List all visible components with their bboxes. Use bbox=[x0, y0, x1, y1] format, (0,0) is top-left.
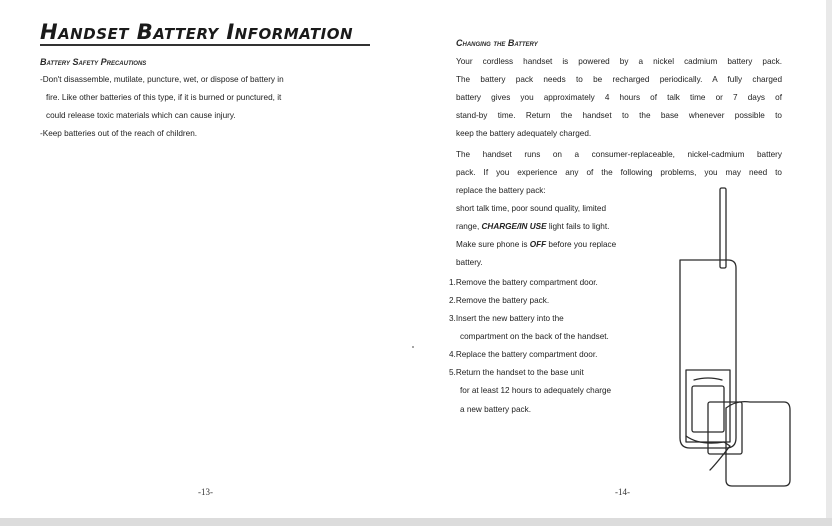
page-number: -14- bbox=[615, 487, 630, 497]
precaution-line: -Keep batteries out of the reach of children. bbox=[40, 129, 198, 138]
paragraph-line: The handset runs on a consumer-replaceable, nickel-cadmium battery bbox=[456, 150, 782, 159]
charge-in-use-label: CHARGE/IN USE bbox=[481, 222, 547, 231]
sure-tail: before you replace bbox=[546, 240, 617, 249]
antenna-icon bbox=[720, 188, 726, 268]
handset-battery-illustration bbox=[668, 180, 798, 490]
step-item: 3.Insert the new battery into the bbox=[449, 314, 564, 323]
off-label: OFF bbox=[529, 240, 547, 249]
paragraph-line: battery gives you approximately 4 hours of talk time or 7 days of bbox=[456, 93, 782, 102]
step-item: a new battery pack. bbox=[460, 405, 531, 414]
step-item: 4.Replace the battery compartment door. bbox=[449, 350, 598, 359]
precaution-line: could release toxic materials which can cause injury. bbox=[46, 111, 236, 120]
paragraph-line: The battery pack needs to be recharged periodically. A fully charged bbox=[456, 75, 782, 84]
battery-word: battery. bbox=[456, 258, 483, 267]
sure-text: Make sure phone is bbox=[456, 240, 530, 249]
paragraph-line: short talk time, poor sound quality, limited bbox=[456, 204, 607, 213]
step-item: 2.Remove the battery pack. bbox=[449, 296, 550, 305]
page-number: -13- bbox=[198, 487, 213, 497]
charge-in-use-line bbox=[456, 222, 609, 231]
left-page bbox=[0, 0, 415, 526]
range-tail: light fails to light. bbox=[546, 222, 610, 231]
page-title: Handset Battery Information bbox=[40, 20, 353, 44]
off-warning-line bbox=[456, 240, 616, 249]
section-title-battery-safety: Battery Safety Precautions bbox=[40, 57, 147, 67]
scan-speck bbox=[412, 346, 414, 348]
paragraph-line: replace the battery pack: bbox=[456, 186, 546, 195]
step-item: 5.Return the handset to the base unit bbox=[449, 368, 584, 377]
step-item: compartment on the back of the handset. bbox=[460, 332, 609, 341]
scan-bottom-edge bbox=[0, 518, 832, 526]
new-battery-pack-icon bbox=[708, 402, 742, 454]
paragraph-line: stand-by time. Return the handset to the base whenever possible to bbox=[456, 111, 782, 120]
paragraph-line: keep the battery adequately charged. bbox=[456, 129, 592, 138]
step-item: for at least 12 hours to adequately charge bbox=[460, 386, 612, 395]
page-edge bbox=[826, 0, 832, 526]
title-underline bbox=[40, 44, 370, 46]
precaution-line: fire. Like other batteries of this type, if it is burned or punctured, it bbox=[46, 93, 282, 102]
right-page bbox=[416, 0, 832, 526]
precaution-line: -Don't disassemble, mutilate, puncture, wet, or dispose of battery in bbox=[40, 75, 284, 84]
section-title-changing-battery: Changing the Battery bbox=[456, 38, 538, 48]
range-text: range, bbox=[456, 222, 482, 231]
paragraph-line: pack. If you experience any of the following problems, you may need to bbox=[456, 168, 782, 177]
paragraph-line: Your cordless handset is powered by a nickel cadmium battery pack. bbox=[456, 57, 782, 66]
step-item: 1.Remove the battery compartment door. bbox=[449, 278, 598, 287]
compartment-edge-icon bbox=[694, 378, 722, 380]
